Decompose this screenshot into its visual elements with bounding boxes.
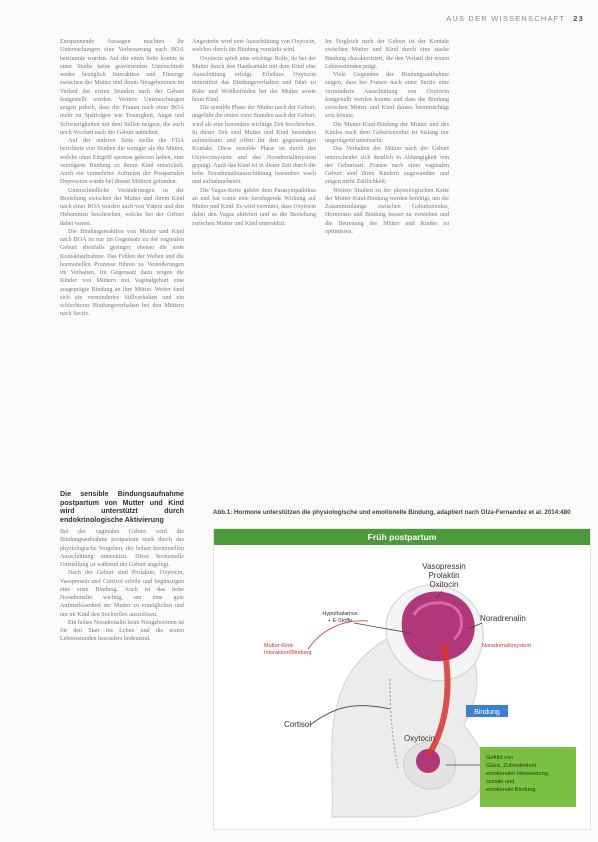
paragraph: Die Mutter-Kind-Bindung der Mutter und des Kindes nach dem Geburtsmodus ist bislang nur ungenügend untersucht. <box>325 121 449 144</box>
left-note-curve <box>308 621 368 649</box>
noradrenalin-label: Noradrenalin <box>480 614 526 623</box>
left-note-line-1: Mutter-Kind- <box>264 643 295 649</box>
noradrenalin-note: Noradrenalinsystem <box>482 643 531 649</box>
column-3 <box>325 38 449 490</box>
paragraph: Das Verhalten der Mütter nach der Geburt unterscheidet sich deutlich in Abhängigkeit von der Geburtsart. Frauen nach einer vaginalen Geburt sind ihren Kindern zugewandter und zeigen mehr Zärtlichkeit. <box>325 146 449 186</box>
paragraph: Auf der anderen Seite stellte die FDA berichtete von Studien die weniger als die Mütter, welche ohne Eingriff spontan geboren haben, eine verzögerte Bindung zu ihrem Kind entwickelt. Auch ein vermehrtes Auftreten der Postpartalen Depression wurde bei diesen Müttern gefunden. <box>60 138 184 186</box>
right-box-line-2: Glück, Zufriedenheit <box>486 763 537 769</box>
running-header <box>300 14 584 23</box>
paragraph: Unterschiedliche Veränderungen in der Beziehung zwischen der Mutter und ihrem Kind nach einer BOA wurden auch von Vätern und den Hebammen beschrieben, welche bei der Geburt dabei waren. <box>60 187 184 227</box>
paragraph: Angestrebt wird eine Ausschüttung von Oxytocin, welches durch die Bindung verstärkt wird. <box>192 39 316 54</box>
bindung-label: Bindung <box>474 709 500 716</box>
cortisol-label: Cortisol <box>284 720 312 729</box>
hormone-label-prolaktin: Prolaktin <box>428 571 460 580</box>
column-3-body <box>325 38 449 490</box>
paragraph: Oxytocin spielt eine wichtige Rolle, da bei der Mutter durch den Hautkontakt mit dem Kind eine Ausschüttung erfolgt. Erhöhtes Oxytocin unterstützt das Bindungsverhalten und führt zu Ruhe und Wohlbefinden bei der Mutter sowie beim Kind. <box>192 55 316 103</box>
left-note-line-2: Interaktion/Bindung <box>264 650 312 656</box>
hormone-label-vasopressin: Vasopressin <box>422 562 466 571</box>
hormone-figure <box>213 528 591 830</box>
paragraph: Ein hohes Noradrenalin beim Neugeborenen ist für den Start ins Leben und die ersten Lebensstunden besonders bedeutend. <box>60 619 184 643</box>
paragraph: Bei der vaginalen Geburt wird die Bindungsaufnahme postpartum stark durch das physiologische Vorgehen, der hohen hormonellen Ausschüttung unterstützt. Diese hormonelle Umstellung ist während der Geburt angelegt. <box>60 529 184 568</box>
hypothalamus-sublabel: + E-Stoffe <box>327 618 353 624</box>
hormone-label-oxitocin: Oxitocin <box>429 580 459 589</box>
figure-caption: Abb.1: Hormone unterstützen die physiologische und emotionelle Bindung, adaptiert nach Olza-Fernandez et al. 2014:480 <box>213 509 571 516</box>
paragraph: Die Vagus-Kette gehört dem Parasympathikus an und hat somit eine beruhigende Wirkung auf Mutter und Kind. Es wird vermutet, dass Oxytocin dabei den Vagus aktiviert und so die Beziehung zwischen Mutter und Kind unterstützt. <box>192 187 316 227</box>
section-title: AUS DER WISSENSCHAFT <box>446 14 566 23</box>
paragraph: Entspannende Aussagen machten ihr Untersuchungen eine Verbesserung nach BOA bestimmte wurden. Auf der einen Seite konnte in einer Studie keine gravierenden Unterschiede weder bezüglich Interaktion und Fürsorge zwischen der Mutter und ihrem Neugeborenen im Verlauf der ersten Stunden nach der Geburt festgestellt werden. Weitere Untersuchungen zeigen jedoch, dass die Frauen nach einer BOA mehr zu Spätfolgen wie Traurigkeit, Angst und Schwierigkeiten mit dem Stillen neigten, die auch noch Wochen nach der Geburt anhielten. <box>60 39 184 136</box>
figure-illustration <box>214 529 590 829</box>
paragraph: Viele Gegenden der Bindungsaufnahme zeigen, dass bei Frauen nach einer Sectio eine verminderte Ausschüttung von Oxytocin festgestellt werden konnte und dass die Bindung zwischen Mutter und Kind daraus beeinträchtigt sein könnte. <box>325 72 449 120</box>
right-box-line-3: emotionaler Hinwendung, <box>486 771 550 777</box>
paragraph: Im Vergleich nach der Geburt ist der Kontakt zwischen Mutter und Kind durch eine starke Bindung charakterisiert, die den Verlauf der ersten Lebensstunden prägt. <box>325 39 449 70</box>
hypothalamus-label: Hypothalamus <box>322 611 358 617</box>
column-2 <box>192 38 316 482</box>
right-box-line-1: Gefühl von <box>486 755 514 761</box>
paragraph: Weitere Studien zu der physiologischen Kette der Mutter-Kind-Bindung werden benötigt, um die Zusammenhänge zwischen Geburtsmodus, Hormonen und Bindung besser zu verstehen und die Betreuung der Mütter und Kinder zu optimieren. <box>325 187 449 235</box>
column-1-tail <box>60 528 184 690</box>
figure-title: Früh postpartum <box>214 529 590 545</box>
column-1-body <box>60 38 184 476</box>
right-box-line-5: emotionale Bindung <box>486 787 536 793</box>
paragraph: Die sensible Phase der Mutter nach der Geburt, ungefähr die ersten zwei Stunden nach der Geburt, wird als eine besonders wichtige Zeit beschrieben. In dieser Zeit sind Mutter und Kind besonders aufmerksam und offen für den gegenseitigen Kontakt. Diese sensible Phase ist durch das Oxytocinsystem und das Noradrenalinsystem geprägt. Auch das Kind ist in dieser Zeit durch die hohe Noradrenalinausschüttung besonders wach und aufnahmebereit. <box>192 105 316 186</box>
column-2-body <box>192 38 316 482</box>
column-1 <box>60 38 184 690</box>
page-number: 23 <box>573 14 584 23</box>
paragraph: Nach der Geburt sind Prolaktin, Oxytocin, Vasopressin und Cortisol erhöht und begünstigen eine erste Bindung. Auch ist das hohe Noradrenalin wichtig, um eine gute Aufmerksamkeit der Mutter zu ermöglichen und um im Kind den Suchreflex auszulösen. <box>60 570 184 618</box>
oxytocin-label: Oxytocin <box>404 734 436 743</box>
right-box-line-4: soziale und <box>486 779 515 785</box>
section-subheading: Die sensible Bindungsaufnahme postpartum von Mutter und Kind wird unterstützt durch endokrinologische Aktivierung <box>60 490 184 524</box>
paragraph: Die Bindungsreaktion von Mutter und Kind nach BOA ist nur im Gegensatz zu der vaginalen Geburt ebenfalls geringer, ebenso die erste Kontaktaufnahme. Das Fehlen der Wehen und die hormonellen Prozesse führen zu Veränderungen im Verhalten. Im Gegensatz dazu zeigen die Kinder von Müttern mit Vaginalgeburt eine ausgeprägte Bindung an ihre Mütter. Weiter fand sich ein vermindertes Stillverhalten und ein schlechteres Bindungsverhalten bei den Müttern nach Sectio. <box>60 228 184 318</box>
